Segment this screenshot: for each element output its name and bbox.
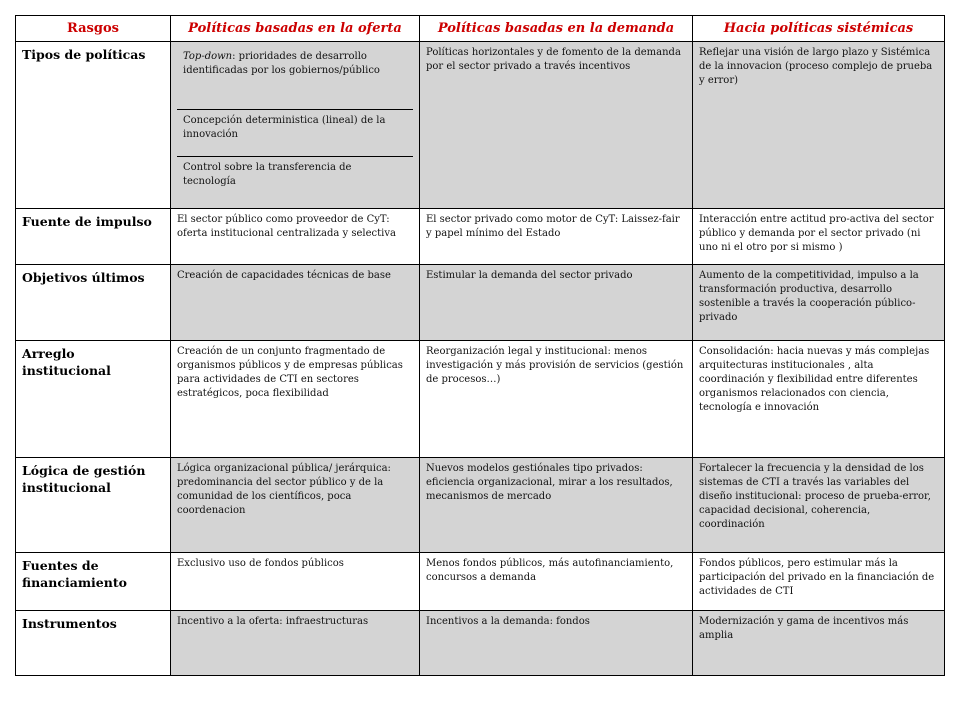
row-label-instrumentos: Instrumentos xyxy=(16,611,171,676)
table-row-logica xyxy=(16,458,945,553)
table-row-instrumentos xyxy=(16,611,945,676)
cell-tipos-oferta-part-2: Concepción deterministica (lineal) de la innovación xyxy=(177,109,413,156)
cell-logica-oferta: Lógica organizacional pública/ jerárquica: predominancia del sector público y de la comunidad de los científicos, poca coordenacion xyxy=(171,458,420,553)
cell-tipos-oferta xyxy=(171,42,420,209)
row-label-arreglo: Arreglo institucional xyxy=(16,341,171,458)
cell-tipos-demanda: Políticas horizontales y de fomento de la demanda por el sector privado a través incentivos xyxy=(420,42,693,209)
cell-tipos-oferta-part-1 xyxy=(177,46,413,109)
row-label-logica: Lógica de gestión institucional xyxy=(16,458,171,553)
cell-instrumentos-oferta: Incentivo a la oferta: infraestructuras xyxy=(171,611,420,676)
header-oferta: Políticas basadas en la oferta xyxy=(171,16,420,42)
cell-financiamiento-sistemicas: Fondos públicos, pero estimular más la participación del privado en la financiación de actividades de CTI xyxy=(693,553,945,611)
row-label-objetivos: Objetivos últimos xyxy=(16,265,171,341)
cell-financiamiento-demanda: Menos fondos públicos, más autofinanciamiento, concursos a demanda xyxy=(420,553,693,611)
cell-fuente-sistemicas: Interacción entre actitud pro-activa del sector público y demanda por el sector privado (ni uno ni el otro por si mismo ) xyxy=(693,209,945,265)
table-row-fuente xyxy=(16,209,945,265)
header-row xyxy=(16,16,945,42)
cell-instrumentos-demanda: Incentivos a la demanda: fondos xyxy=(420,611,693,676)
table-row-objetivos xyxy=(16,265,945,341)
cell-arreglo-demanda: Reorganización legal y institucional: menos investigación y más provisión de servicios (gestión de procesos…) xyxy=(420,341,693,458)
row-label-financiamiento: Fuentes de financiamiento xyxy=(16,553,171,611)
cell-tipos-sistemicas: Reflejar una visión de largo plazo y Sistémica de la innovacion (proceso complejo de prueba y error) xyxy=(693,42,945,209)
table-row-financiamiento xyxy=(16,553,945,611)
header-sistemicas: Hacia políticas sistémicas xyxy=(693,16,945,42)
cell-instrumentos-sistemicas: Modernización y gama de incentivos más amplia xyxy=(693,611,945,676)
header-rasgos: Rasgos xyxy=(16,16,171,42)
cell-objetivos-oferta: Creación de capacidades técnicas de base xyxy=(171,265,420,341)
cell-tipos-oferta-part-3: Control sobre la transferencia de tecnología xyxy=(177,156,413,204)
cell-logica-demanda: Nuevos modelos gestiónales tipo privados: eficiencia organizacional, mirar a los resultados, mecanismos de mercado xyxy=(420,458,693,553)
comparison-table xyxy=(15,15,945,676)
cell-logica-sistemicas: Fortalecer la frecuencia y la densidad de los sistemas de CTI a través las variables del diseño institucional: proceso de prueba-error, capacidad decisional, coherencia, coordinación xyxy=(693,458,945,553)
cell-objetivos-demanda: Estimular la demanda del sector privado xyxy=(420,265,693,341)
cell-objetivos-sistemicas: Aumento de la competitividad, impulso a la transformación productiva, desarrollo sostenible a través la cooperación público-privado xyxy=(693,265,945,341)
cell-fuente-demanda: El sector privado como motor de CyT: Laissez-fair y papel mínimo del Estado xyxy=(420,209,693,265)
table-row-arreglo xyxy=(16,341,945,458)
top-down-text: : prioridades de desarrollo identificadas por los gobiernos/público xyxy=(183,51,380,76)
cell-arreglo-sistemicas: Consolidación: hacia nuevas y más complejas arquitecturas institucionales , alta coordinación y flexibilidad entre diferentes organismos relacionados con ciencia, tecnología e innovación xyxy=(693,341,945,458)
table-row-tipos xyxy=(16,42,945,209)
top-down-emphasis: Top-down xyxy=(183,51,233,62)
cell-financiamiento-oferta: Exclusivo uso de fondos públicos xyxy=(171,553,420,611)
cell-fuente-oferta: El sector público como proveedor de CyT: oferta institucional centralizada y selectiva xyxy=(171,209,420,265)
row-label-tipos: Tipos de políticas xyxy=(16,42,171,209)
cell-arreglo-oferta: Creación de un conjunto fragmentado de organismos públicos y de empresas públicas para actividades de CTI en sectores estratégicos, poca flexibilidad xyxy=(171,341,420,458)
header-demanda: Políticas basadas en la demanda xyxy=(420,16,693,42)
row-label-fuente: Fuente de impulso xyxy=(16,209,171,265)
